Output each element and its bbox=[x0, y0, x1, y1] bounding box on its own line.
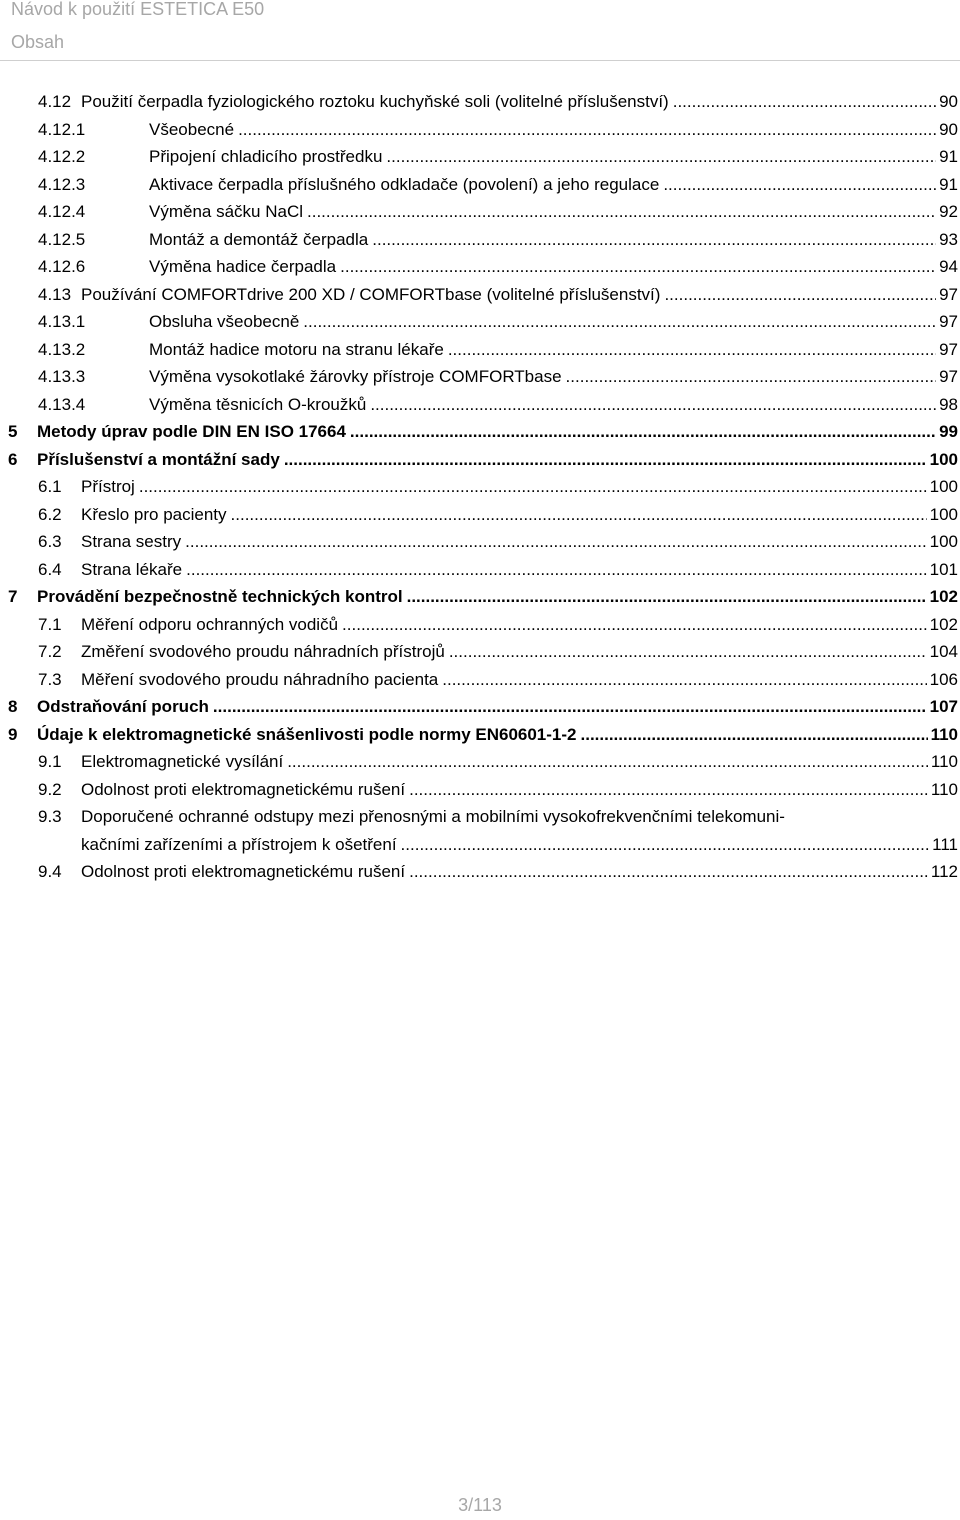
toc-entry[interactable] bbox=[0, 308, 960, 336]
toc-entry[interactable] bbox=[0, 363, 960, 391]
toc-dot-leader bbox=[664, 281, 936, 309]
toc-entry-page: 91 bbox=[939, 147, 958, 166]
toc-entry-page: 92 bbox=[939, 202, 958, 221]
toc-entry-page: 106 bbox=[929, 669, 958, 689]
toc-entry-number: 4.12 bbox=[38, 92, 72, 111]
toc-entry-title: Změření svodového proudu náhradních přístrojů bbox=[81, 642, 445, 661]
toc-dot-leader bbox=[185, 528, 926, 556]
toc-entry-title-continuation: kačními zařízeními a přístrojem k ošetření bbox=[81, 834, 397, 854]
toc-entry-page: 99 bbox=[939, 422, 958, 441]
toc-entry-page: 97 bbox=[939, 339, 958, 359]
toc-entry[interactable] bbox=[0, 88, 960, 116]
toc-entry-number: 6.3 bbox=[38, 532, 62, 551]
toc-entry[interactable] bbox=[0, 776, 960, 804]
toc-entry-number: 9.3 bbox=[38, 807, 62, 826]
toc-entry-title: Všeobecné bbox=[149, 119, 235, 139]
toc-dot-leader bbox=[284, 446, 927, 474]
toc-entry-page: 94 bbox=[939, 257, 958, 276]
toc-entry[interactable] bbox=[0, 171, 960, 199]
toc-entry-number: 7.2 bbox=[38, 642, 62, 661]
toc-entry-number: 4.13.3 bbox=[38, 367, 86, 386]
document-title: Návod k použití ESTETICA E50 bbox=[11, 0, 265, 19]
toc-entry-title: Používání COMFORTdrive 200 XD / COMFORTbase (volitelné příslušenství) bbox=[81, 284, 661, 304]
toc-entry-title: Strana lékaře bbox=[81, 559, 183, 579]
toc-entry-page: 90 bbox=[939, 119, 958, 139]
toc-entry-title: Přístroj bbox=[81, 477, 135, 496]
toc-dot-leader bbox=[340, 253, 936, 281]
toc-entry-page: 100 bbox=[929, 449, 958, 469]
toc-entry-page: 104 bbox=[929, 642, 958, 661]
toc-dot-leader bbox=[370, 391, 936, 419]
toc-entry-title: Použití čerpadla fyziologického roztoku kuchyňské soli (volitelné příslušenství) bbox=[81, 92, 669, 111]
toc-entry-title: Odolnost proti elektromagnetickému rušení bbox=[81, 779, 406, 799]
toc-entry-page: 111 bbox=[932, 834, 958, 854]
toc-dot-leader bbox=[409, 858, 928, 886]
page-number: 3/113 bbox=[458, 1495, 502, 1515]
section-title: Obsah bbox=[11, 32, 65, 52]
toc-entry-continuation[interactable] bbox=[0, 831, 960, 859]
toc-entry[interactable] bbox=[0, 583, 960, 611]
toc-entry-number: 4.13 bbox=[38, 284, 72, 304]
toc-entry-page: 100 bbox=[929, 532, 958, 551]
toc-dot-leader bbox=[139, 473, 927, 501]
toc-entry[interactable] bbox=[0, 693, 960, 721]
toc-dot-leader bbox=[303, 308, 936, 336]
toc-entry-page: 90 bbox=[939, 92, 958, 111]
toc-entry[interactable] bbox=[0, 556, 960, 584]
toc-entry-title: Metody úprav podle DIN EN ISO 17664 bbox=[37, 422, 346, 441]
toc-entry-number: 8 bbox=[8, 697, 18, 716]
toc-entry-title: Příslušenství a montážní sady bbox=[37, 449, 280, 469]
toc-entry[interactable] bbox=[0, 638, 960, 666]
toc-entry[interactable] bbox=[0, 666, 960, 694]
toc-dot-leader bbox=[231, 501, 927, 529]
toc-entry-number: 7 bbox=[8, 587, 18, 606]
toc-dot-leader bbox=[409, 776, 928, 804]
toc-entry[interactable] bbox=[0, 143, 960, 171]
toc-entry-number: 9.4 bbox=[38, 862, 62, 881]
toc-entry-number: 4.12.4 bbox=[38, 202, 86, 221]
toc-entry-page: 107 bbox=[929, 697, 958, 716]
toc-entry-number: 4.12.1 bbox=[38, 119, 86, 139]
toc-entry[interactable] bbox=[0, 611, 960, 639]
toc-entry-number: 9.2 bbox=[38, 779, 62, 799]
toc-entry-number: 4.13.4 bbox=[38, 394, 86, 414]
toc-entry-title: Měření svodového proudu náhradního pacienta bbox=[81, 669, 439, 689]
toc-dot-leader bbox=[213, 693, 927, 721]
toc-dot-leader bbox=[581, 721, 928, 749]
toc-dot-leader bbox=[673, 88, 936, 116]
toc-entry-page: 102 bbox=[929, 587, 958, 606]
toc-entry-title: Provádění bezpečnostně technických kontrol bbox=[37, 587, 403, 606]
toc-dot-leader bbox=[407, 583, 927, 611]
toc-entry-page: 91 bbox=[939, 174, 958, 194]
toc-dot-leader bbox=[342, 611, 927, 639]
toc-entry-page: 110 bbox=[930, 752, 958, 771]
toc-entry-title: Odolnost proti elektromagnetickému rušení bbox=[81, 862, 406, 881]
toc-dot-leader bbox=[449, 638, 927, 666]
toc-entry[interactable] bbox=[0, 473, 960, 501]
toc-dot-leader bbox=[372, 226, 936, 254]
toc-entry-number: 4.13.2 bbox=[38, 339, 86, 359]
toc-entry[interactable] bbox=[0, 748, 960, 776]
toc-entry[interactable] bbox=[0, 336, 960, 364]
toc-dot-leader bbox=[186, 556, 927, 584]
toc-dot-leader bbox=[442, 666, 926, 694]
toc-entry[interactable] bbox=[0, 281, 960, 309]
toc-entry-title: Doporučené ochranné odstupy mezi přenosnými a mobilními vysokofrekvenčními telekomuni- bbox=[81, 807, 785, 826]
toc-entry-number: 5 bbox=[8, 422, 18, 441]
toc-entry-title: Měření odporu ochranných vodičů bbox=[81, 614, 339, 634]
toc-entry-number: 4.12.5 bbox=[38, 229, 86, 249]
toc-entry-number: 6.4 bbox=[38, 559, 62, 579]
toc-entry[interactable] bbox=[0, 116, 960, 144]
toc-entry-page: 100 bbox=[929, 504, 958, 524]
toc-entry-page: 97 bbox=[939, 367, 958, 386]
toc-entry-number: 4.13.1 bbox=[38, 312, 86, 331]
toc-dot-leader bbox=[307, 198, 936, 226]
toc-entry[interactable] bbox=[0, 226, 960, 254]
toc-entry[interactable] bbox=[0, 501, 960, 529]
toc-entry-title: Výměna těsnicích O-kroužků bbox=[149, 394, 367, 414]
toc-entry-title: Výměna hadice čerpadla bbox=[149, 257, 337, 276]
toc-entry-title: Montáž a demontáž čerpadla bbox=[149, 229, 369, 249]
toc-entry-page: 93 bbox=[939, 229, 958, 249]
toc-dot-leader bbox=[287, 748, 928, 776]
toc-entry[interactable] bbox=[0, 858, 960, 886]
toc-entry-number: 4.12.6 bbox=[38, 257, 86, 276]
toc-entry-page: 100 bbox=[929, 477, 958, 496]
toc-entry-number: 6.1 bbox=[38, 477, 62, 496]
toc-entry-page: 101 bbox=[929, 559, 958, 579]
toc-dot-leader bbox=[401, 831, 930, 859]
toc-entry-title: Aktivace čerpadla příslušného odkladače (povolení) a jeho regulace bbox=[149, 174, 660, 194]
toc-entry-number: 4.12.2 bbox=[38, 147, 86, 166]
toc-entry[interactable] bbox=[0, 803, 960, 831]
toc-entry-title: Křeslo pro pacienty bbox=[81, 504, 227, 524]
toc-entry-title: Připojení chladicího prostředku bbox=[149, 147, 383, 166]
toc-entry-page: 110 bbox=[930, 779, 958, 799]
toc-dot-leader bbox=[566, 363, 937, 391]
toc-entry-title: Elektromagnetické vysílání bbox=[81, 752, 284, 771]
toc-entry-title: Odstraňování poruch bbox=[37, 697, 209, 716]
toc-entry[interactable] bbox=[0, 721, 960, 749]
toc-entry-number: 9 bbox=[8, 724, 18, 744]
toc-entry-number: 9.1 bbox=[38, 752, 62, 771]
toc-entry[interactable] bbox=[0, 198, 960, 226]
toc-entry-title: Údaje k elektromagnetické snášenlivosti podle normy EN60601-1-2 bbox=[37, 724, 577, 744]
toc-dot-leader bbox=[238, 116, 936, 144]
toc-entry-number: 6.2 bbox=[38, 504, 62, 524]
toc-dot-leader bbox=[386, 143, 936, 171]
toc-entry[interactable] bbox=[0, 391, 960, 419]
toc-entry[interactable] bbox=[0, 418, 960, 446]
toc-entry-number: 4.12.3 bbox=[38, 174, 86, 194]
toc-entry-title: Montáž hadice motoru na stranu lékaře bbox=[149, 339, 444, 359]
toc-entry-page: 97 bbox=[939, 284, 958, 304]
toc-entry-page: 110 bbox=[930, 724, 958, 744]
toc-entry[interactable] bbox=[0, 253, 960, 281]
toc-entry-page: 97 bbox=[939, 312, 958, 331]
toc-entry-number: 7.3 bbox=[38, 669, 62, 689]
toc-entry-number: 7.1 bbox=[38, 614, 62, 634]
toc-entry-page: 102 bbox=[929, 614, 958, 634]
toc-dot-leader bbox=[663, 171, 936, 199]
toc-entry-title: Výměna vysokotlaké žárovky přístroje COMFORTbase bbox=[149, 367, 562, 386]
toc-dot-leader bbox=[448, 336, 936, 364]
toc-entry[interactable] bbox=[0, 528, 960, 556]
toc-entry-title: Výměna sáčku NaCl bbox=[149, 202, 304, 221]
page-header bbox=[0, 0, 960, 60]
toc-entry-page: 112 bbox=[930, 862, 958, 881]
toc-entry[interactable] bbox=[0, 446, 960, 474]
toc-entry-number: 6 bbox=[8, 449, 18, 469]
toc-entry-title: Strana sestry bbox=[81, 532, 182, 551]
toc-entry-title: Obsluha všeobecně bbox=[149, 312, 300, 331]
toc-entry-page: 98 bbox=[939, 394, 958, 414]
header-divider bbox=[0, 60, 960, 61]
toc-dot-leader bbox=[350, 418, 936, 446]
